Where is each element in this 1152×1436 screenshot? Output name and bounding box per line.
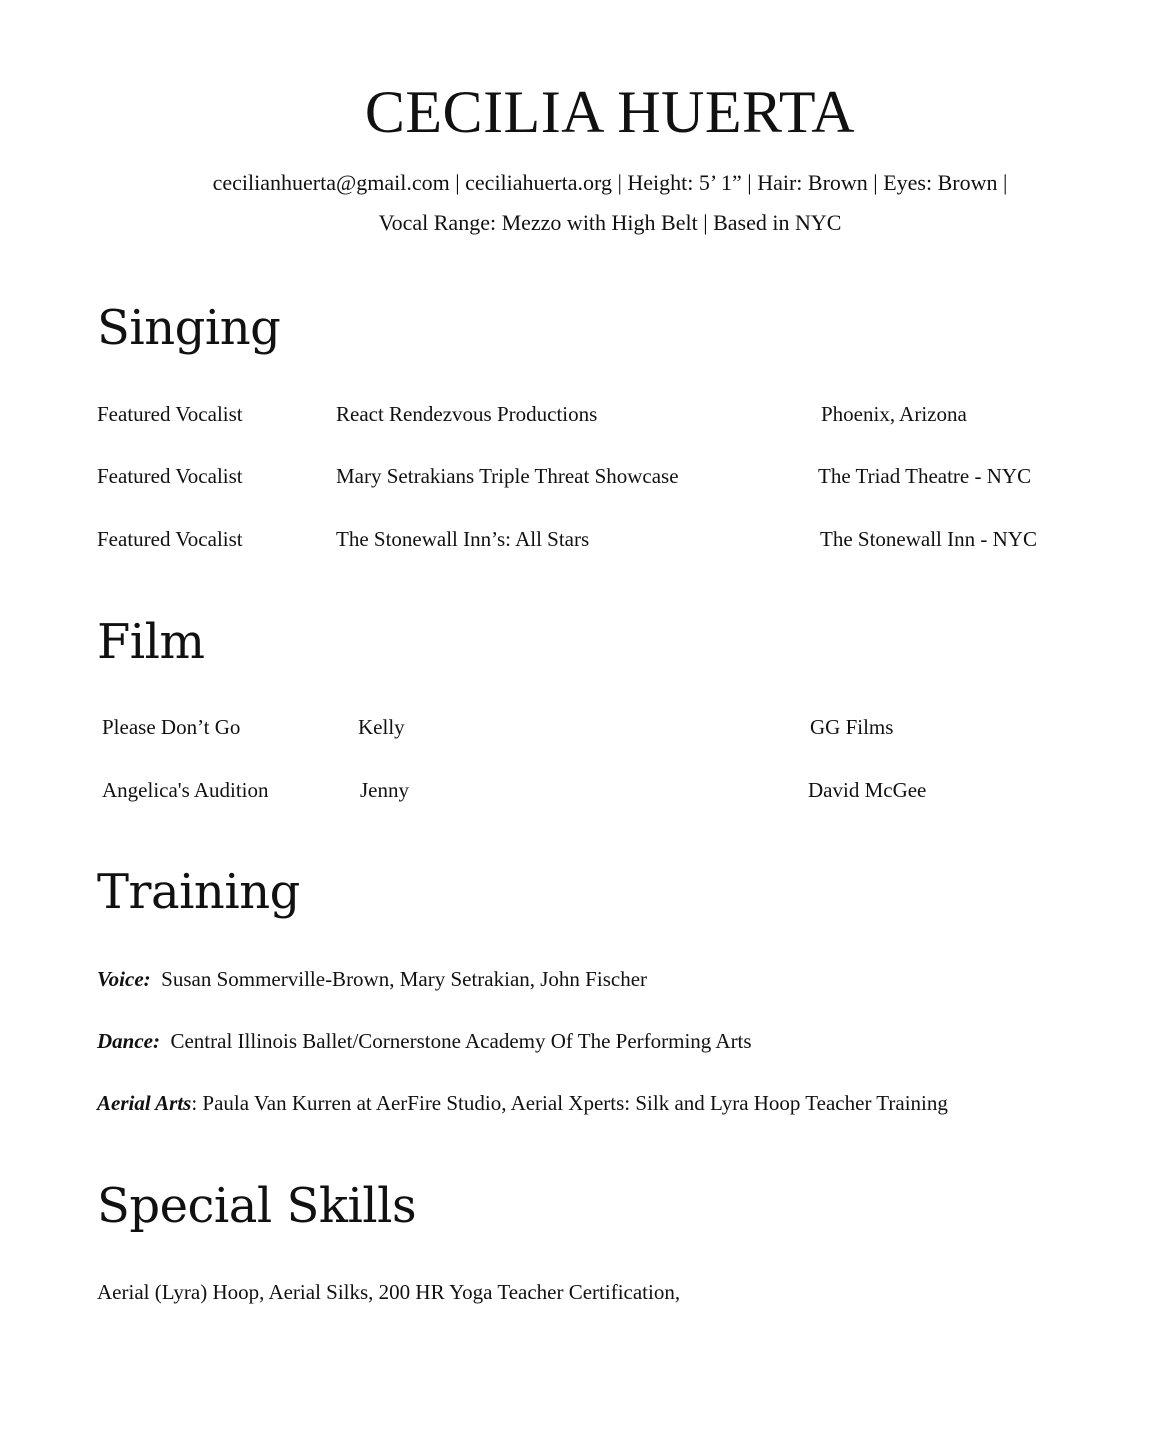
singing-location: The Triad Theatre - NYC [818, 464, 1032, 488]
section-title-singing: Singing [97, 300, 281, 356]
singing-location: Phoenix, Arizona [821, 402, 967, 426]
singing-production: Mary Setrakians Triple Threat Showcase [336, 464, 679, 488]
film-title: Please Don’t Go [102, 715, 241, 739]
singing-role: Featured Vocalist [97, 402, 243, 426]
special-skills-text: Aerial (Lyra) Hoop, Aerial Silks, 200 HR Yoga Teacher Certification, [97, 1280, 681, 1304]
training-item-aerial-arts [97, 1091, 948, 1116]
training-separator [160, 1029, 171, 1053]
training-item-voice [97, 967, 647, 992]
training-label: Aerial Arts [97, 1091, 192, 1115]
singing-production: The Stonewall Inn’s: All Stars [336, 527, 590, 551]
training-separator [151, 967, 162, 991]
training-text: Susan Sommerville-Brown, Mary Setrakian, John Fischer [161, 967, 648, 991]
training-separator: : [191, 1091, 203, 1115]
section-title-training: Training [97, 864, 300, 920]
singing-production: React Rendezvous Productions [336, 402, 598, 426]
training-label: Voice: [97, 967, 151, 991]
training-item-dance [97, 1029, 752, 1054]
singing-role: Featured Vocalist [97, 527, 243, 551]
section-title-film: Film [97, 614, 205, 670]
film-company: GG Films [810, 715, 894, 739]
contact-line-2: Vocal Range: Mezzo with High Belt | Based in NYC [378, 210, 842, 235]
singing-role: Featured Vocalist [97, 464, 243, 488]
training-text: Paula Van Kurren at AerFire Studio, Aerial Xperts: Silk and Lyra Hoop Teacher Training [202, 1091, 948, 1115]
contact-line-1: cecilianhuerta@gmail.com | ceciliahuerta.org | Height: 5’ 1” | Hair: Brown | Eyes: Brown | [212, 170, 1008, 195]
film-title: Angelica's Audition [102, 778, 269, 802]
film-role: Jenny [360, 778, 409, 802]
training-text: Central Illinois Ballet/Cornerstone Academy Of The Performing Arts [170, 1029, 752, 1053]
film-role: Kelly [358, 715, 405, 739]
film-company: David McGee [808, 778, 927, 802]
training-label: Dance: [97, 1029, 160, 1053]
resume-name: CECILIA HUERTA [364, 79, 856, 145]
singing-location: The Stonewall Inn - NYC [820, 527, 1037, 551]
section-title-special-skills: Special Skills [97, 1178, 417, 1234]
